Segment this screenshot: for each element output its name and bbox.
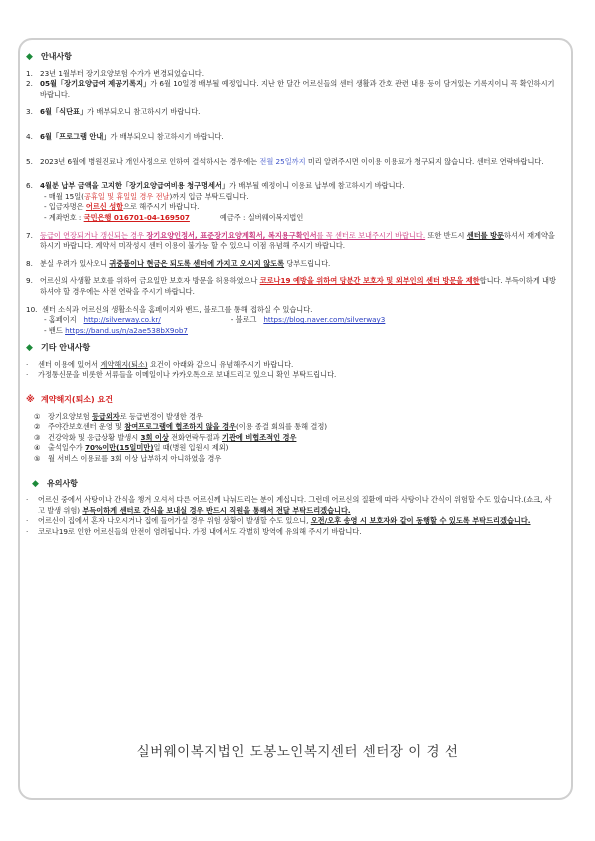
homepage-link[interactable]: http://silverway.co.kr/ [83, 315, 161, 325]
termination-item-5: ⑤ 월 서비스 이용료를 3회 이상 납부하지 아니하였을 경우 [34, 454, 222, 464]
homepage-blog-row: - 홈페이지 http://silverway.co.kr/ - 블로그 https://blog.naver.com/silverway3 [44, 315, 386, 325]
notice-item-5: 5. 2023년 6월에 병원진료나 개인사정으로 인하여 결석하시는 경우에는 전월 25일까지 미리 알려주시면 이이용 이용료가 청구되지 않습니다. 센터로 연락바랍니다. [26, 156, 544, 166]
notice-item-8: 8. 분실 우려가 있사오니 귀중품이나 현금은 되도록 센터에 가지고 오시지 않도록 당부드립니다. [26, 258, 331, 268]
other-item-2: · 가정통신문을 비롯한 서류들을 이메일이나 카카오톡으로 보내드리고 있으니 확인 부탁드립니다. [26, 370, 337, 380]
section-termination-title: ※ 계약해지(퇴소) 요건 [26, 395, 113, 406]
band-row: - 밴드 https://band.us/n/a2ae538bX9ob7 [44, 325, 189, 335]
diamond-icon: ◆ [26, 52, 33, 62]
caution-item-3: · 코로나19로 인한 어르신들의 안전이 염려됩니다. 가정 내에서도 각별히 방역에 유의해 주시기 바랍니다. [26, 527, 362, 536]
depositor-name: - 입금자명은 어르신 성함으로 해주시기 바랍니다. [44, 202, 200, 212]
notice-item-4: 4. 6월「프로그램 안내」가 배부되오니 참고하시기 바랍니다. [26, 131, 224, 141]
caution-item-2: · 어르신이 집에서 혼자 나오시거나 집에 들어가실 경우 위험 상황이 발생할 수도 있으니, 오전/오후 송영 시 보호자와 같이 동행할 수 있도록 부탁드리겠습니다. [26, 516, 531, 526]
notice-item-10: 10. 센터 소식과 어르신의 생활소식을 홈페이지와 밴드, 블로그를 통해 접하실 수 있습니다. [26, 304, 313, 314]
section-notice-title: ◆ 안내사항 [26, 52, 72, 62]
footer-signature: 실버웨이복지법인 도봉노인복지센터 센터장 이 경 선 [136, 744, 459, 760]
account-number: - 계좌번호 : 국민은행 016701-04-169507 예금주 : 실버웨이복지법인 [44, 212, 304, 222]
blog-link[interactable]: https://blog.naver.com/silverway3 [263, 315, 386, 325]
termination-item-2: ② 주야간보호센터 운영 및 참여프로그램에 협조하지 않을 경우(이용 종결 회의를 통해 결정) [34, 422, 328, 432]
notice-item-9: 9. 어르신의 사생활 보호를 위하여 금요일만 보호자 방문을 허용하였으나 코로나19 예방을 위하여 당분간 보호자 및 외부인의 센터 방문을 제한합니다. 부득이하게 내방하셔야 할 경우에는 사전 연락을 주시기 바랍니다. [26, 276, 556, 296]
notice-item-3: 3. 6월「식단표」가 배부되오니 참고하시기 바랍니다. [26, 107, 201, 117]
payment-deadline: - 매월 15일(공휴일 및 휴일일 경우 전날)까지 입금 부탁드립니다. [44, 191, 249, 201]
notice-item-6: 6. 4월분 납부 금액을 고지한「장기요양급여비용 청구명세서」가 배부될 예정이니 이용료 납부에 참고하시기 바랍니다. [26, 181, 405, 191]
notice-content [26, 52, 558, 538]
notice-item-7: 7. 등급이 연장되거나 갱신되는 경우 장기요양인정서, 표준장기요양계획서, 복지용구확인서를 꼭 센터로 보내주시기 바랍니다. 또한 반드시 센터를 방문하셔서 재계약을 하시기 바랍니다. 계약서 미작성시 센터 이용이 불가능 할 수 있으니 이점 유념해 주시기 바랍니다. [26, 230, 555, 251]
diamond-icon: ◆ [26, 343, 33, 354]
band-link[interactable]: https://band.us/n/a2ae538bX9ob7 [65, 325, 189, 335]
section-other-title: ◆ 기타 안내사항 [26, 343, 91, 354]
termination-item-1: ① 장기요양보험 등급외자로 등급변경이 발생한 경우 [34, 411, 203, 421]
other-item-1: · 센터 이용에 있어서 계약해지(퇴소) 요건이 아래와 같으니 유념해주시기 바랍니다. [26, 359, 294, 369]
section-caution-title: ◆ 유의사항 [32, 478, 78, 489]
termination-item-4: ④ 출석일수가 70%이만(15일미만)일 때(병원 입원시 제외) [34, 443, 229, 453]
notice-item-2: 2. 05월「장기요양급여 제공기록지」가 6월 10일경 배부될 예정입니다. 지난 한 달간 어르신들의 센터 생활과 간호 관련 내용 등이 담겨있는 기록지이니 꼭 확인하시기 바랍니다. [26, 79, 555, 99]
notice-item-1: 1. 23년 1월부터 장기요양보험 수가가 변경되었습니다. [26, 68, 205, 78]
diamond-icon: ◆ [32, 478, 39, 489]
asterisk-icon: ※ [26, 395, 35, 406]
termination-item-3: ③ 건강악화 및 응급상황 발생시 3회 이상 전화연락두절과 기관에 비협조적인 경우 [34, 432, 297, 442]
caution-item-1: · 어르신 중에서 사탕이나 간식을 챙겨 오셔서 다른 어르신께 나눠드리는 분이 계십니다. 그런데 어르신의 질환에 따라 사탕이나 간식이 위험할 수도 있습니다.(쇼크, 사고 발생 위험) 부득이하게 센터로 간식을 보내실 경우 반드시 직원을 통해서 전달 부탁드리겠습니다. [26, 495, 552, 515]
